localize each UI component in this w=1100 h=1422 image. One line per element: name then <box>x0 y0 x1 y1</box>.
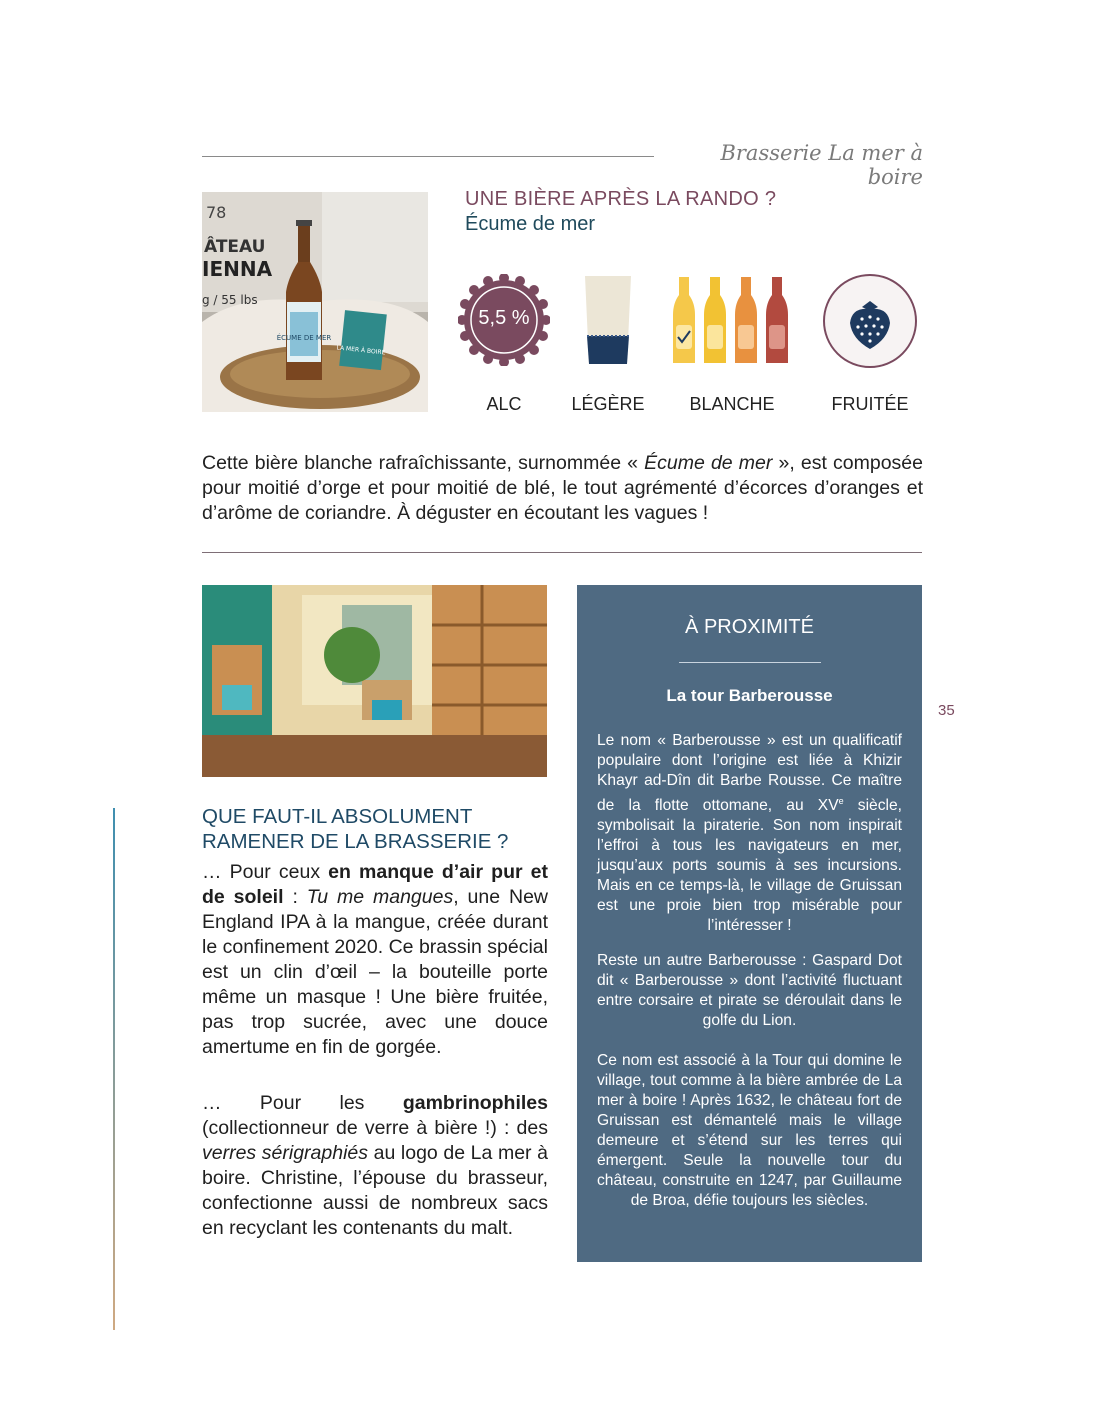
question-paragraph-1: … Pour ceux en manque d’air pur et de soleil : Tu me mangues, une New England IPA à la mangue, créée durant le confinement 2020. Ce brassin spécial est un clin d’œil – la bouteille porte même un masque ! Une bière fruitée, pas trop sucrée, avec une douce amertume en fin de gorgée. <box>202 861 548 1058</box>
beer-color-bottles-icon <box>670 275 796 366</box>
label-alc: ALC <box>486 394 522 414</box>
svg-text:ÂTEAU: ÂTEAU <box>204 237 266 257</box>
question-title: QUE FAUT-IL ABSOLUMENT RAMENER DE LA BRASSERIE ? <box>202 805 509 853</box>
sidebar-paragraph-2: Reste un autre Barberousse : Gaspard Dot dit « Barberousse » dont l’activité fluctuant entre corsaire et pirate se déroulait dans le golfe du Lion. <box>597 952 902 1029</box>
label-legere: LÉGÈRE <box>571 394 645 414</box>
svg-text:78: 78 <box>206 203 227 222</box>
sidebar-paragraph-3: Ce nom est associé à la Tour qui domine le village, tout comme à la bière ambrée de La mer à boire ! Après 1632, le château fort de Gruissan est démantelé mais le village demeure et s’étend sur les terres qui émergent. Seule la nouvelle tour du château, construite en 1247, par Guillaume de Broa, défie toujours les siècles. <box>597 1052 902 1209</box>
running-head: Brasserie La mer à boire <box>720 141 923 189</box>
svg-text:g / 55 lbs: g / 55 lbs <box>202 293 258 307</box>
alc-badge-icon <box>458 274 550 366</box>
sidebar-title: À PROXIMITÉ <box>685 616 814 638</box>
page-number: 35 <box>938 702 955 719</box>
label-blanche: BLANCHE <box>689 394 775 414</box>
nearby-sidebar <box>577 585 922 1262</box>
alc-value: 5,5 % <box>478 307 530 329</box>
svg-text:ÉCUME DE MER: ÉCUME DE MER <box>276 334 332 342</box>
beer-bottle-photo <box>202 192 428 412</box>
beer-name: Écume de mer <box>465 213 596 235</box>
sidebar-subtitle: La tour Barberousse <box>666 686 833 705</box>
svg-text:LA MER À BOIRE: LA MER À BOIRE <box>336 344 386 357</box>
svg-text:IENNA: IENNA <box>202 257 273 281</box>
question-paragraph-2: … Pour les gambrinophiles (collectionneur de verre à bière !) : des verres sérigraphiés au logo de La mer à boire. Christine, l’épouse du brasseur, confectionne aussi de nombreux sacs en recyclant les contenants du malt. <box>202 1092 548 1239</box>
beer-section-title: UNE BIÈRE APRÈS LA RANDO ? <box>465 188 777 210</box>
header-rule <box>202 156 654 157</box>
margin-accent-line <box>113 808 115 1330</box>
light-glass-icon <box>583 274 633 366</box>
sidebar-title-rule <box>679 662 821 663</box>
brewery-shop-photo <box>202 585 547 777</box>
beer-description: Cette bière blanche rafraîchissante, surnommée « Écume de mer », est composée pour moitié d’orge et pour moitié de blé, le tout agrémenté d’écorces d’oranges et d’arôme de coriandre. À déguster en écoutant les vagues ! <box>202 452 923 524</box>
sidebar-paragraph-1: Le nom « Barberousse » est un qualificatif populaire dont l’origine est liée à Khizir Khayr ad-Dîn dit Barbe Rousse. Ce maître de la flotte ottomane, au XVe siècle, symbolisait la piraterie. Son nom inspirait l’effroi à tous les navigateurs en mer, jusqu’aux ports soumis à ses incursions. Mais en ce temps-là, le village de Gruissan est une proie bien trop misérable pour l’intéresser ! <box>597 732 902 935</box>
strawberry-icon <box>822 273 918 369</box>
section-divider <box>202 552 922 553</box>
label-fruitee: FRUITÉE <box>831 394 909 414</box>
